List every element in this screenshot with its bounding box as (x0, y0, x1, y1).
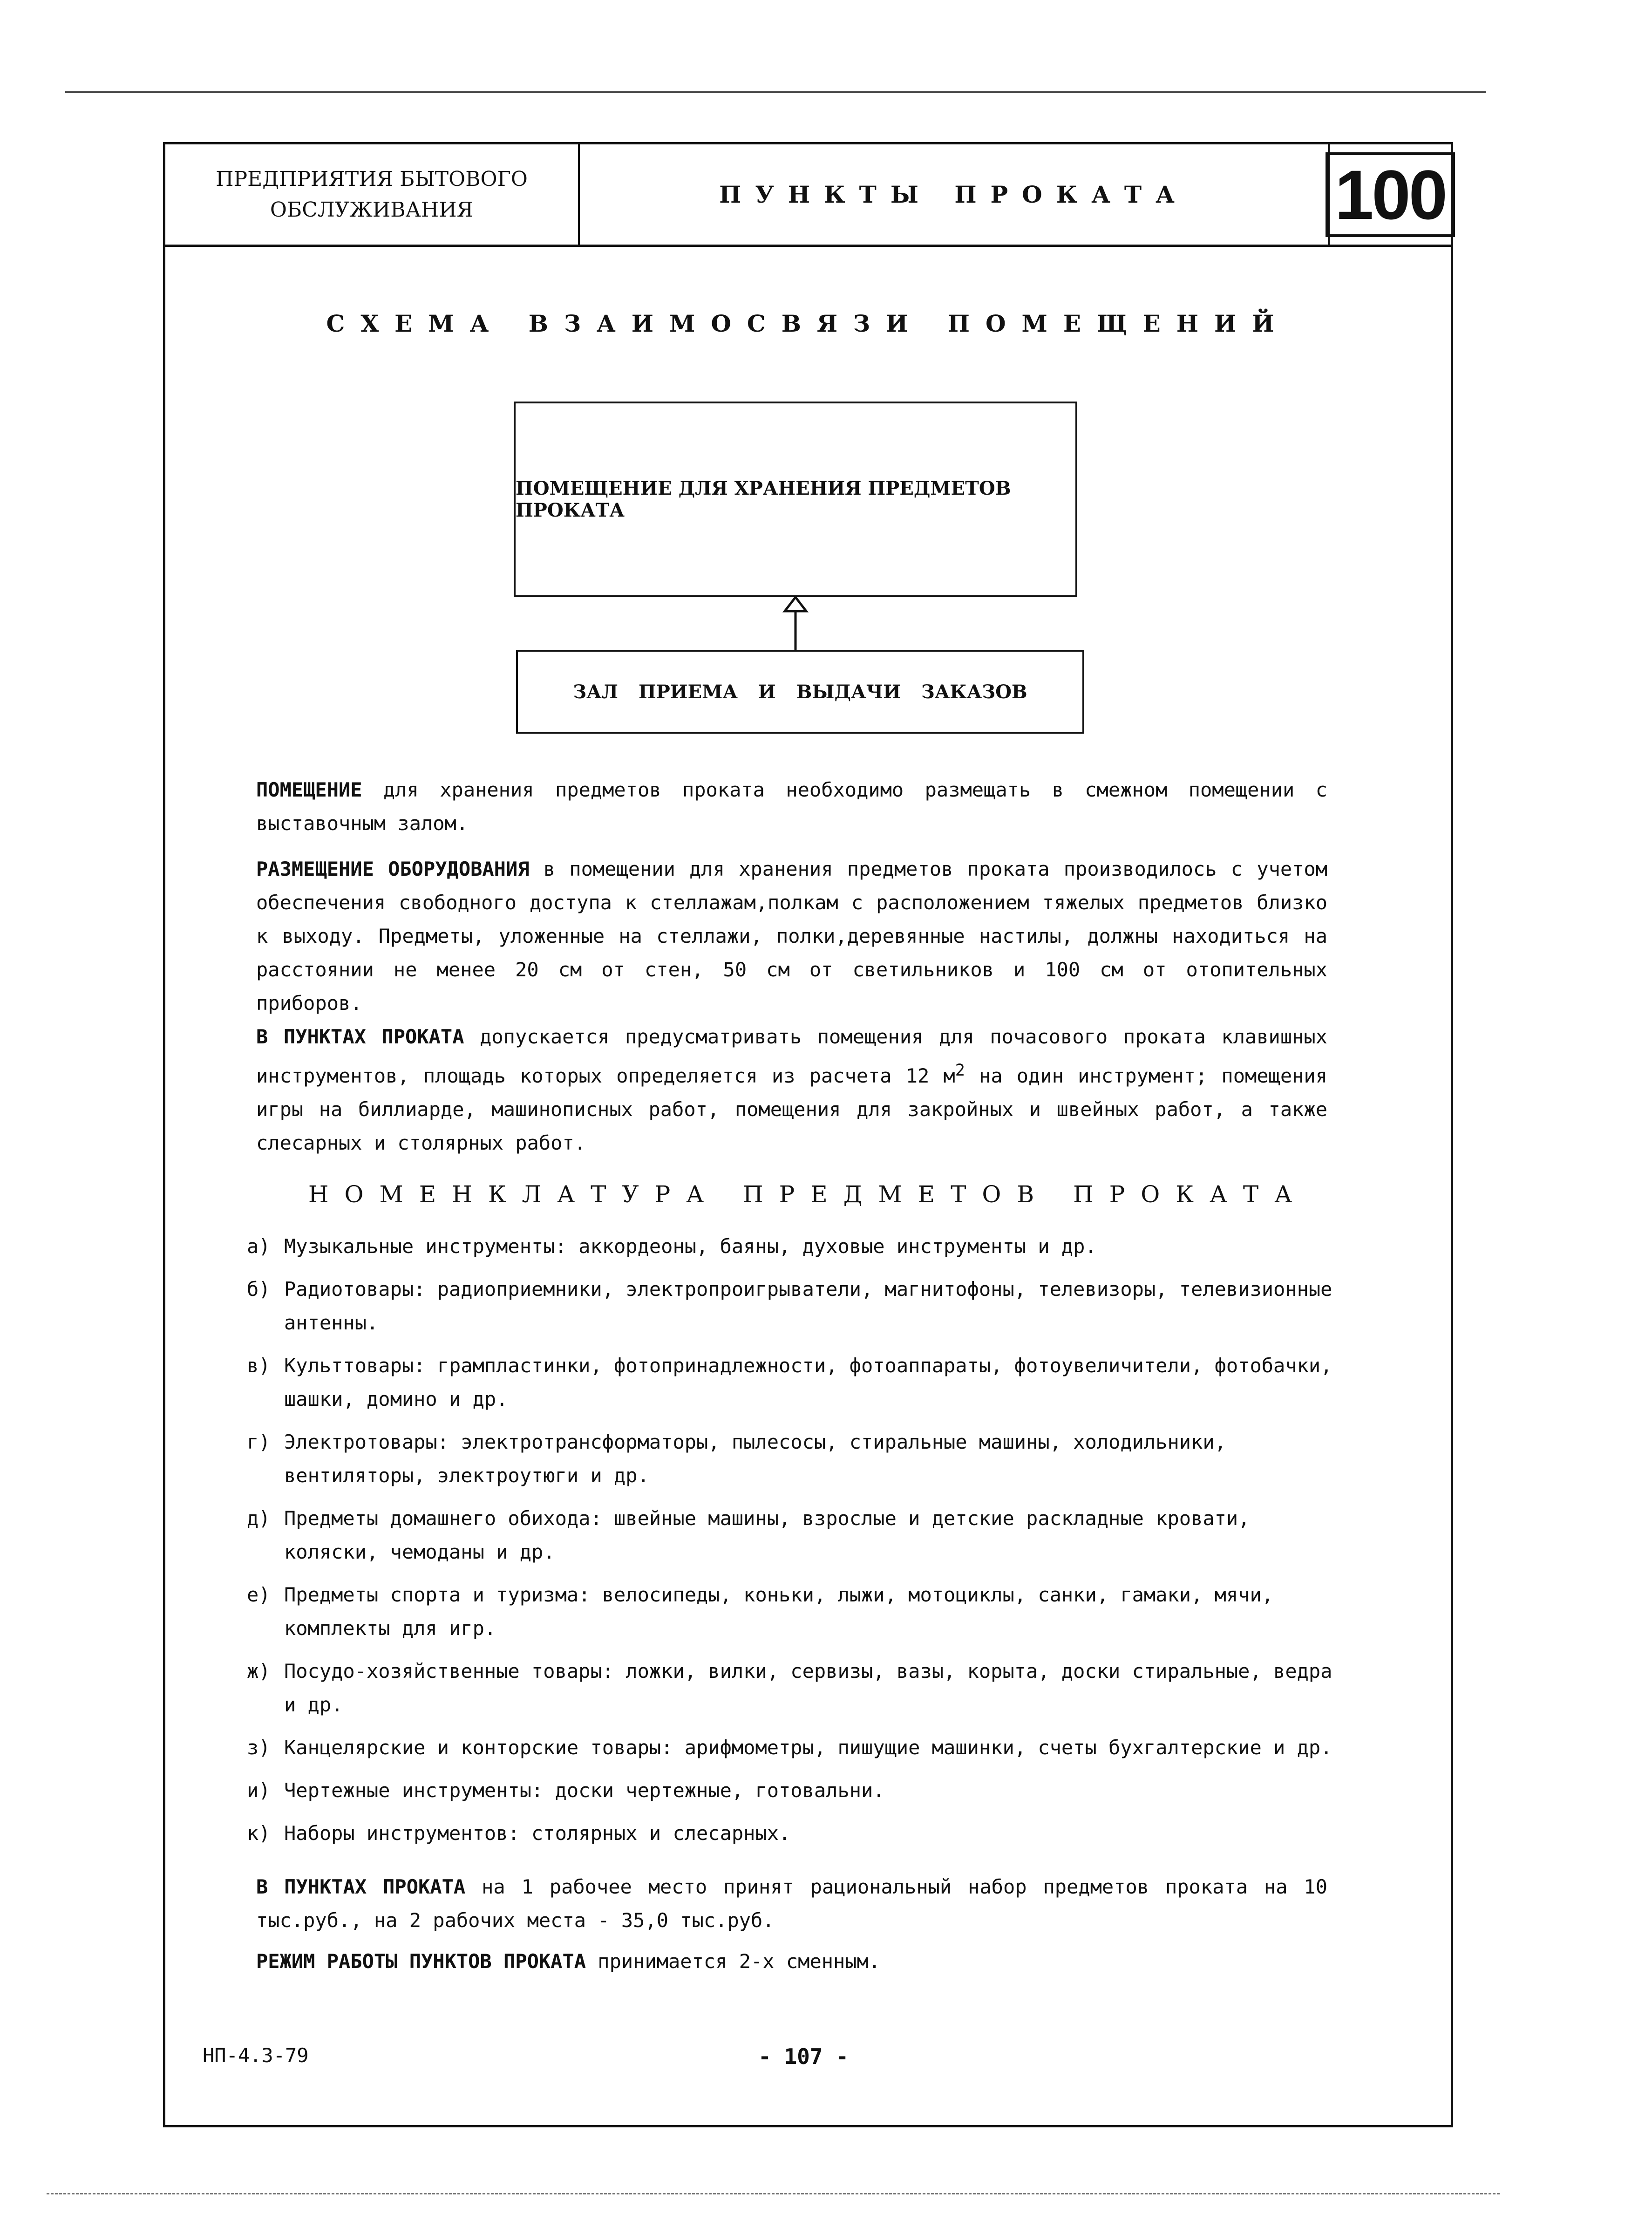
paragraph-lead: РЕЖИМ РАБОТЫ ПУНКТОВ ПРОКАТА (256, 1950, 586, 1973)
list-marker: ж) (247, 1660, 271, 1683)
sheet-number: 100 (1326, 152, 1455, 237)
list-item (247, 1774, 1355, 1807)
list-item (247, 1578, 1355, 1645)
storage-room-label: ПОМЕЩЕНИЕ ДЛЯ ХРАНЕНИЯ ПРЕДМЕТОВ ПРОКАТА (516, 477, 1011, 521)
list-marker: е) (247, 1583, 271, 1606)
list-text: Электротовары: электротрансформаторы, пылесосы, стиральные машины, холодильники, вентиляторы, электроутюги и др. (284, 1431, 1226, 1487)
paragraph-text: для хранения предметов проката необходимо размещать в смежном помещении с выставочным залом. (256, 778, 1327, 835)
paragraph-storage (256, 773, 1327, 840)
paragraph-lead: РАЗМЕЩЕНИЕ ОБОРУДОВАНИЯ (256, 858, 530, 880)
organization-cell (165, 144, 580, 245)
paragraph-lead: ПОМЕЩЕНИЕ (256, 778, 362, 801)
list-text: Наборы инструментов: столярных и слесарных. (284, 1822, 791, 1845)
page-number: - 107 - (758, 2044, 849, 2069)
paragraph-rooms (256, 1020, 1327, 1160)
section-title-cell (580, 144, 1330, 245)
section-title: ПУНКТЫ ПРОКАТА (719, 181, 1189, 208)
list-marker: б) (247, 1278, 271, 1301)
list-marker: к) (247, 1822, 271, 1845)
list-item (247, 1425, 1355, 1492)
list-item (247, 1273, 1355, 1340)
paragraph-lead: В ПУНКТАХ ПРОКАТА (256, 1025, 464, 1048)
reception-hall-label: ЗАЛ ПРИЕМА И ВЫДАЧИ ЗАКАЗОВ (573, 681, 1027, 703)
top-scan-rule (65, 91, 1486, 93)
paragraph-rational-set (256, 1870, 1327, 1937)
nomenclature-title: НОМЕНКЛАТУРА ПРЕДМЕТОВ ПРОКАТА (308, 1181, 1308, 1208)
list-text: Предметы домашнего обихода: швейные машины, взрослые и детские раскладные кровати, коляски, чемоданы и др. (284, 1507, 1250, 1563)
list-marker: и) (247, 1779, 271, 1802)
scheme-title: СХЕМА ВЗАИМОСВЯЗИ ПОМЕЩЕНИЙ (326, 310, 1290, 337)
paragraph-work-mode (256, 1945, 1327, 1978)
list-item (247, 1349, 1355, 1416)
list-text: Канцелярские и конторские товары: арифмометры, пишущие машинки, счеты бухгалтерские и др. (284, 1736, 1332, 1759)
list-marker: г) (247, 1431, 271, 1453)
paragraph-text: принимается 2-х сменным. (586, 1950, 881, 1973)
list-marker: а) (247, 1235, 271, 1258)
arrow-up-icon (779, 595, 812, 651)
list-item (247, 1817, 1355, 1850)
list-item (247, 1502, 1355, 1569)
list-marker: в) (247, 1354, 271, 1377)
list-text: Культтовары: грампластинки, фотопринадлежности, фотоаппараты, фотоувеличители, фотобачки, шашки, домино и др. (284, 1354, 1332, 1410)
document-code: НП-4.3-79 (203, 2044, 309, 2067)
paragraph-text: на 1 рабочее место принят рациональный набор предметов проката на 10 тыс.руб., на 2 рабочих места - 35,0 тыс.руб. (256, 1875, 1327, 1932)
list-text: Радиотовары: радиоприемники, электропроигрыватели, магнитофоны, телевизоры, телевизионные антенны. (284, 1278, 1332, 1334)
bottom-scan-rule (47, 2193, 1500, 2196)
paragraph-text: в помещении для хранения предметов проката производилось с учетом обеспечения свободного доступа к стеллажам,полкам с расположением тяжелых предметов близко к выходу. Предметы, уложенные на стеллажи, полки,деревянные настилы, должны находиться на расстоянии не менее 20 см от стен, 50 см от светильников и 100 см от отопительных приборов. (256, 858, 1327, 1015)
title-block (165, 144, 1451, 247)
paragraph-text: на один инструмент; помещения игры на биллиарде, машинописных работ, помещения для закройных и швейных работ, а также слесарных и столярных работ. (256, 1064, 1327, 1154)
list-item (247, 1230, 1355, 1263)
list-item (247, 1655, 1355, 1722)
organization-line-2: ОБСЛУЖИВАНИЯ (270, 198, 474, 222)
organization-line-1: ПРЕДПРИЯТИЯ БЫТОВОГО (216, 167, 528, 191)
paragraph-text: допускается предусматривать помещения для почасового проката клавишных инструментов, площадь которых определяется из расчета 12 м (256, 1025, 1327, 1087)
paragraph-equipment (256, 852, 1327, 1020)
reception-hall-box (516, 650, 1084, 734)
list-marker: з) (247, 1736, 271, 1759)
list-text: Музыкальные инструменты: аккордеоны, баяны, духовые инструменты и др. (284, 1235, 1097, 1258)
paragraph-lead: В ПУНКТАХ ПРОКАТА (256, 1875, 466, 1898)
list-text: Посудо-хозяйственные товары: ложки, вилки, сервизы, вазы, корыта, доски стиральные, ведра и др. (284, 1660, 1332, 1716)
sheet-number-cell (1330, 144, 1451, 245)
list-item (247, 1731, 1355, 1764)
list-text: Чертежные инструменты: доски чертежные, готовальни. (284, 1779, 885, 1802)
nomenclature-list (247, 1230, 1355, 1860)
list-text: Предметы спорта и туризма: велосипеды, коньки, лыжи, мотоциклы, санки, гамаки, мячи, комплекты для игр. (284, 1583, 1274, 1640)
superscript: 2 (955, 1061, 965, 1080)
list-marker: д) (247, 1507, 271, 1530)
storage-room-box (514, 402, 1077, 597)
